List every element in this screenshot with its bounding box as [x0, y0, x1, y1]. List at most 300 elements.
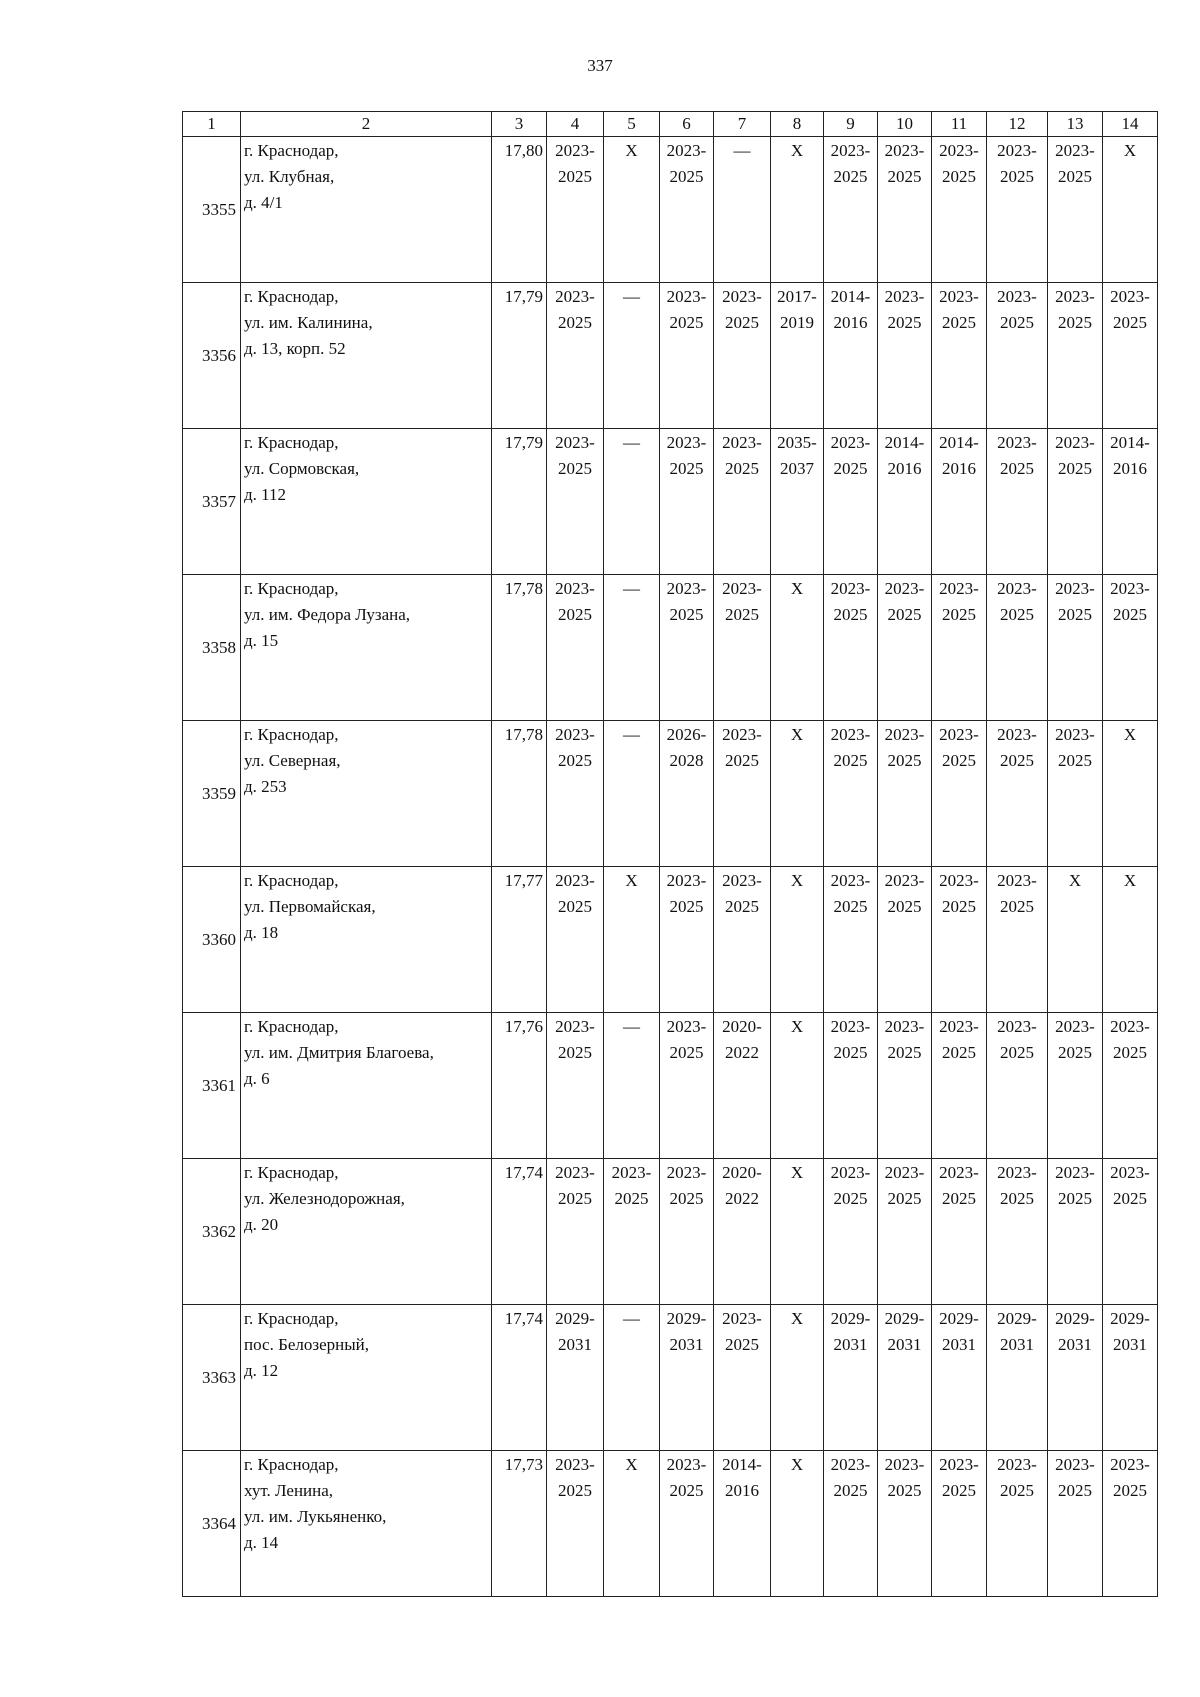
period-value: Х — [625, 1455, 638, 1474]
period-cell — [987, 429, 1048, 575]
period-value: 2023- — [722, 1309, 762, 1328]
address-line: д. 14 — [244, 1533, 279, 1552]
period-cell — [660, 721, 714, 867]
period-value: 2023- — [884, 1163, 925, 1182]
period-value: 2023- — [884, 1017, 925, 1036]
period-cell — [1048, 1013, 1103, 1159]
period-value: 2029- — [997, 1309, 1037, 1328]
column-header: 12 — [987, 112, 1048, 137]
period-value: 2023- — [666, 141, 707, 160]
period-cell — [878, 721, 932, 867]
row-number: 3355 — [183, 137, 241, 283]
period-value: — — [623, 433, 640, 452]
period-value: — — [623, 579, 640, 598]
period-value: 2025 — [942, 1189, 976, 1208]
period-cell — [932, 867, 987, 1013]
period-cell — [660, 429, 714, 575]
address-line: хут. Ленина, — [244, 1481, 334, 1500]
period-cell — [1103, 575, 1158, 721]
period-value: 2023- — [1055, 141, 1095, 160]
period-value: 2025 — [558, 459, 592, 478]
period-value: 2023- — [555, 1017, 595, 1036]
address-cell — [241, 867, 492, 1013]
period-value: 2025 — [833, 1043, 868, 1062]
period-value: Х — [790, 1309, 804, 1328]
register-table — [182, 111, 1158, 1597]
address-line: д. 20 — [244, 1215, 279, 1234]
period-value: 2023- — [997, 433, 1037, 452]
period-value: 2023- — [997, 287, 1037, 306]
period-value: 2025 — [1058, 459, 1092, 478]
address-line: г. Краснодар, — [244, 1455, 339, 1474]
period-value: Х — [1068, 871, 1082, 890]
period-cell — [987, 1305, 1048, 1451]
period-cell — [604, 137, 660, 283]
period-value: 2031 — [1058, 1335, 1092, 1354]
period-value: Х — [790, 141, 804, 160]
address-line: ул. Железнодорожная, — [244, 1189, 405, 1208]
period-value: 2023- — [666, 1455, 707, 1474]
period-cell — [771, 1013, 824, 1159]
row-number: 3364 — [183, 1451, 241, 1597]
period-value: 2023- — [939, 1017, 979, 1036]
period-cell — [547, 1305, 604, 1451]
period-value: 2025 — [942, 1481, 976, 1500]
column-header: 1 — [183, 112, 241, 137]
period-value: 2014- — [830, 287, 871, 306]
period-value: 2016 — [833, 313, 868, 332]
period-cell — [714, 1305, 771, 1451]
period-value: 2020- — [722, 1017, 762, 1036]
period-value: 2019 — [780, 313, 814, 332]
area-value: 17,73 — [492, 1451, 547, 1597]
column-header: 5 — [604, 112, 660, 137]
period-value: 2025 — [1000, 897, 1034, 916]
period-value: 2025 — [669, 167, 704, 186]
period-value: 2025 — [887, 751, 922, 770]
period-cell — [771, 867, 824, 1013]
period-cell — [1103, 1159, 1158, 1305]
address-line: д. 12 — [244, 1361, 279, 1380]
period-cell — [660, 137, 714, 283]
column-header: 4 — [547, 112, 604, 137]
period-cell — [932, 429, 987, 575]
period-value: 2023- — [555, 141, 595, 160]
table-row — [183, 137, 1158, 283]
period-value: 2025 — [725, 1335, 759, 1354]
area-value: 17,78 — [492, 721, 547, 867]
period-value: 2016 — [887, 459, 922, 478]
period-value: 2025 — [833, 1189, 868, 1208]
period-cell — [824, 575, 878, 721]
period-cell — [824, 867, 878, 1013]
address-line: ул. им. Лукьяненко, — [244, 1507, 387, 1526]
period-value: 2023- — [1055, 433, 1095, 452]
table-row — [183, 1451, 1158, 1597]
period-value: 2023- — [997, 871, 1037, 890]
address-line: ул. им. Федора Лузана, — [244, 605, 411, 624]
period-value: — — [733, 141, 751, 160]
column-header: 3 — [492, 112, 547, 137]
period-value: 2025 — [1058, 605, 1092, 624]
area-value: 17,79 — [492, 429, 547, 575]
period-value: 2023- — [611, 1163, 652, 1182]
period-cell — [1103, 721, 1158, 867]
period-value: Х — [790, 1017, 804, 1036]
period-value: — — [623, 1309, 640, 1328]
period-cell — [604, 867, 660, 1013]
period-value: 2025 — [558, 897, 592, 916]
period-value: 2025 — [833, 167, 868, 186]
period-value: 2025 — [942, 751, 976, 770]
address-line: д. 18 — [244, 923, 279, 942]
period-value: 2014- — [1110, 433, 1150, 452]
period-cell — [714, 721, 771, 867]
period-value: 2028 — [669, 751, 704, 770]
period-value: 2016 — [725, 1481, 759, 1500]
period-value: 2023- — [555, 579, 595, 598]
period-value: 2023- — [830, 1455, 871, 1474]
period-value: 2023- — [666, 579, 707, 598]
period-value: 2037 — [780, 459, 814, 478]
period-cell — [604, 429, 660, 575]
period-cell — [932, 1451, 987, 1597]
period-cell — [604, 575, 660, 721]
column-header: 7 — [714, 112, 771, 137]
address-line: д. 253 — [244, 777, 287, 796]
period-value: 2025 — [887, 167, 922, 186]
period-cell — [987, 1159, 1048, 1305]
period-value: — — [623, 287, 640, 306]
period-value: 2023- — [666, 433, 707, 452]
period-cell — [660, 1451, 714, 1597]
column-header: 9 — [824, 112, 878, 137]
period-cell — [771, 575, 824, 721]
period-value: 2022 — [725, 1189, 759, 1208]
period-cell — [604, 1013, 660, 1159]
period-value: 2031 — [833, 1335, 868, 1354]
period-value: 2025 — [1058, 1481, 1092, 1500]
period-cell — [660, 1013, 714, 1159]
period-value: 2025 — [614, 1189, 649, 1208]
address-cell — [241, 575, 492, 721]
period-value: 2023- — [555, 725, 595, 744]
period-value: 2025 — [558, 1481, 592, 1500]
period-cell — [771, 1451, 824, 1597]
address-line: д. 112 — [244, 485, 287, 504]
period-value: 2023- — [830, 725, 871, 744]
address-line: д. 4/1 — [244, 193, 283, 212]
period-value: — — [623, 725, 640, 744]
period-cell — [1103, 283, 1158, 429]
period-cell — [1048, 721, 1103, 867]
period-value: 2023- — [722, 579, 762, 598]
table-row — [183, 1159, 1158, 1305]
period-value: 2023- — [1110, 287, 1150, 306]
area-value: 17,77 — [492, 867, 547, 1013]
period-cell — [932, 1159, 987, 1305]
period-value: 2014- — [722, 1455, 762, 1474]
period-value: 2025 — [725, 751, 759, 770]
period-cell — [824, 429, 878, 575]
period-cell — [771, 1305, 824, 1451]
table-row — [183, 1305, 1158, 1451]
address-cell — [241, 283, 492, 429]
period-value: 2025 — [1058, 313, 1092, 332]
table-row — [183, 283, 1158, 429]
period-value: 2016 — [942, 459, 976, 478]
period-value: 2023- — [555, 287, 595, 306]
address-cell — [241, 1451, 492, 1597]
period-value: 2025 — [887, 1189, 922, 1208]
period-cell — [932, 575, 987, 721]
period-cell — [987, 137, 1048, 283]
period-value: 2023- — [884, 141, 925, 160]
period-value: 2025 — [1058, 167, 1092, 186]
address-line: д. 15 — [244, 631, 279, 650]
period-cell — [987, 1451, 1048, 1597]
period-value: 2025 — [887, 313, 922, 332]
period-value: 2023- — [997, 725, 1037, 744]
period-value: 2025 — [725, 459, 759, 478]
period-value: 2025 — [1000, 1481, 1034, 1500]
address-line: г. Краснодар, — [244, 1309, 339, 1328]
period-value: 2025 — [1113, 313, 1147, 332]
period-cell — [714, 1451, 771, 1597]
period-cell — [878, 867, 932, 1013]
column-header: 14 — [1103, 112, 1158, 137]
period-value: 2025 — [558, 751, 592, 770]
period-cell — [1103, 1305, 1158, 1451]
period-cell — [660, 1305, 714, 1451]
page-number: 337 — [587, 56, 613, 75]
period-value: 2025 — [669, 605, 704, 624]
period-value: 2025 — [1000, 167, 1034, 186]
period-value: 2025 — [725, 897, 759, 916]
period-value: 2025 — [887, 1481, 922, 1500]
period-cell — [878, 429, 932, 575]
period-value: 2025 — [558, 313, 592, 332]
row-number: 3362 — [183, 1159, 241, 1305]
period-value: 2025 — [942, 897, 976, 916]
address-cell — [241, 429, 492, 575]
area-value: 17,74 — [492, 1159, 547, 1305]
period-value: 2023- — [1110, 1017, 1150, 1036]
period-value: 2023- — [666, 287, 707, 306]
period-value: 2025 — [1000, 605, 1034, 624]
table-row — [183, 575, 1158, 721]
period-cell — [1103, 867, 1158, 1013]
period-value: 2025 — [887, 897, 922, 916]
period-value: 2025 — [1113, 1189, 1147, 1208]
period-value: 2031 — [669, 1335, 704, 1354]
period-value: 2023- — [666, 1163, 707, 1182]
address-line: г. Краснодар, — [244, 725, 339, 744]
period-value: 2025 — [942, 1043, 976, 1062]
period-cell — [878, 1013, 932, 1159]
period-value: 2023- — [722, 287, 762, 306]
period-cell — [714, 1159, 771, 1305]
period-value: 2025 — [558, 605, 592, 624]
period-cell — [660, 283, 714, 429]
address-line: г. Краснодар, — [244, 433, 339, 452]
address-line: ул. им. Калинина, — [244, 313, 373, 332]
period-cell — [878, 283, 932, 429]
period-value: 2023- — [830, 871, 871, 890]
address-cell — [241, 137, 492, 283]
period-cell — [1048, 1451, 1103, 1597]
address-line: г. Краснодар, — [244, 579, 339, 598]
row-number: 3357 — [183, 429, 241, 575]
period-value: Х — [790, 1455, 804, 1474]
row-number: 3358 — [183, 575, 241, 721]
period-cell — [1048, 867, 1103, 1013]
period-cell — [547, 137, 604, 283]
period-value: Х — [1123, 871, 1137, 890]
period-value: 2025 — [1000, 313, 1034, 332]
period-cell — [824, 1159, 878, 1305]
period-cell — [1103, 1013, 1158, 1159]
period-cell — [1048, 283, 1103, 429]
area-value: 17,79 — [492, 283, 547, 429]
period-value: 2023- — [997, 141, 1037, 160]
period-cell — [714, 283, 771, 429]
period-value: Х — [625, 871, 638, 890]
address-line: ул. Первомайская, — [244, 897, 376, 916]
address-line: г. Краснодар, — [244, 871, 339, 890]
period-value: 2029- — [1055, 1309, 1095, 1328]
period-cell — [932, 721, 987, 867]
period-value: 2031 — [942, 1335, 976, 1354]
period-value: Х — [790, 871, 804, 890]
period-value: Х — [1123, 725, 1137, 744]
period-cell — [824, 137, 878, 283]
row-number: 3356 — [183, 283, 241, 429]
period-cell — [878, 1159, 932, 1305]
period-value: 2023- — [939, 871, 979, 890]
period-value: — — [623, 1017, 640, 1036]
column-header: 10 — [878, 112, 932, 137]
period-value: 2023- — [1055, 1017, 1095, 1036]
table-body — [183, 112, 1158, 1597]
period-cell — [824, 283, 878, 429]
period-value: 2025 — [1000, 1043, 1034, 1062]
address-line: г. Краснодар, — [244, 287, 339, 306]
period-cell — [987, 867, 1048, 1013]
period-value: 2025 — [1000, 1189, 1034, 1208]
period-value: 2025 — [1113, 605, 1147, 624]
period-cell — [604, 1451, 660, 1597]
period-cell — [547, 867, 604, 1013]
address-line: д. 13, корп. 52 — [244, 339, 346, 358]
period-cell — [771, 283, 824, 429]
area-value: 17,80 — [492, 137, 547, 283]
period-value: Х — [790, 579, 804, 598]
period-value: 2025 — [558, 167, 592, 186]
period-cell — [1048, 429, 1103, 575]
period-value: 2031 — [558, 1335, 592, 1354]
period-value: 2023- — [939, 725, 979, 744]
column-header: 8 — [771, 112, 824, 137]
period-value: 2029- — [939, 1309, 979, 1328]
period-value: 2025 — [1000, 459, 1034, 478]
period-value: Х — [790, 725, 804, 744]
period-value: 2025 — [725, 605, 759, 624]
row-number: 3359 — [183, 721, 241, 867]
period-cell — [547, 429, 604, 575]
table-row — [183, 429, 1158, 575]
address-line: д. 6 — [244, 1069, 270, 1088]
period-value: 2023- — [666, 871, 707, 890]
period-cell — [932, 137, 987, 283]
address-line: ул. Сормовская, — [244, 459, 360, 478]
period-cell — [714, 137, 771, 283]
period-value: 2023- — [1110, 1455, 1150, 1474]
period-cell — [604, 283, 660, 429]
period-value: 2023- — [939, 1163, 979, 1182]
period-cell — [660, 1159, 714, 1305]
period-value: 2017- — [777, 287, 817, 306]
period-value: 2031 — [1000, 1335, 1034, 1354]
period-value: 2025 — [669, 313, 704, 332]
address-line: ул. Клубная, — [244, 167, 335, 186]
period-cell — [987, 575, 1048, 721]
period-value: 2025 — [669, 1189, 704, 1208]
row-number: 3363 — [183, 1305, 241, 1451]
period-cell — [824, 1451, 878, 1597]
period-cell — [824, 721, 878, 867]
period-value: 2029- — [884, 1309, 925, 1328]
period-cell — [878, 137, 932, 283]
period-cell — [547, 1451, 604, 1597]
period-value: 2023- — [555, 433, 595, 452]
address-line: г. Краснодар, — [244, 1017, 339, 1036]
period-value: 2014- — [884, 433, 925, 452]
period-value: 2025 — [1058, 1189, 1092, 1208]
period-value: 2023- — [884, 871, 925, 890]
period-cell — [771, 429, 824, 575]
row-number: 3360 — [183, 867, 241, 1013]
period-value: 2014- — [939, 433, 979, 452]
address-line: ул. им. Дмитрия Благоева, — [244, 1043, 434, 1062]
period-value: 2025 — [942, 605, 976, 624]
header-row — [183, 112, 1158, 137]
period-value: 2023- — [997, 1017, 1037, 1036]
address-cell — [241, 721, 492, 867]
table-row — [183, 721, 1158, 867]
period-value: 2025 — [1113, 1043, 1147, 1062]
period-cell — [932, 283, 987, 429]
period-cell — [987, 1013, 1048, 1159]
period-value: 2023- — [997, 1455, 1037, 1474]
area-value: 17,78 — [492, 575, 547, 721]
period-value: 2023- — [830, 1017, 871, 1036]
period-value: 2025 — [669, 1481, 704, 1500]
period-cell — [1103, 1451, 1158, 1597]
period-value: Х — [625, 141, 638, 160]
period-value: 2023- — [555, 1163, 595, 1182]
period-cell — [547, 283, 604, 429]
period-value: 2023- — [1110, 1163, 1150, 1182]
period-cell — [547, 721, 604, 867]
period-cell — [547, 1013, 604, 1159]
period-value: 2023- — [1055, 1455, 1095, 1474]
period-value: 2025 — [942, 313, 976, 332]
period-value: 2035- — [777, 433, 817, 452]
period-value: 2023- — [997, 1163, 1037, 1182]
period-value: 2031 — [887, 1335, 922, 1354]
period-value: 2029- — [555, 1309, 595, 1328]
